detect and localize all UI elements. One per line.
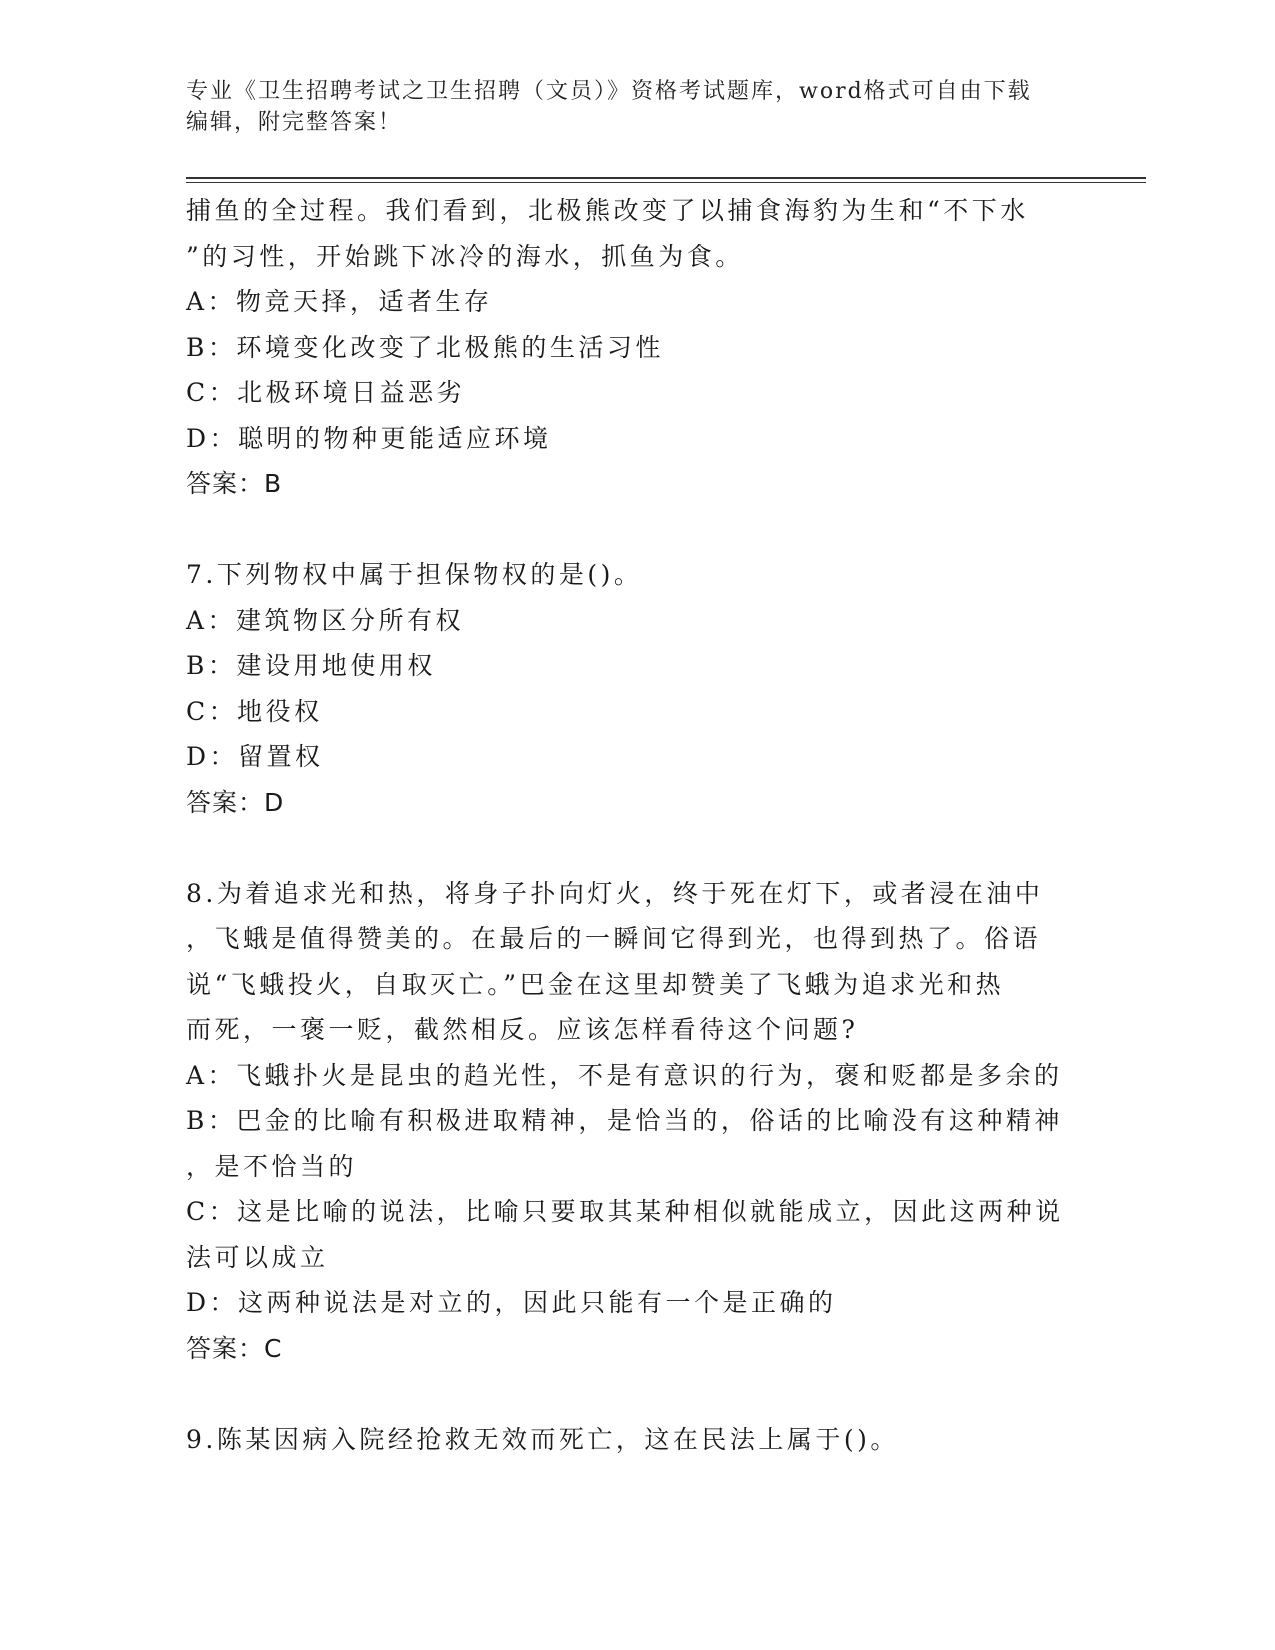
option-c-continued: 法可以成立 — [186, 1242, 329, 1272]
question-8 — [186, 871, 1096, 1372]
option-c: C：这是比喻的说法，比喻只要取其某种相似就能成立，因此这两种说 — [186, 1197, 1064, 1226]
option-a: A：建筑物区分所有权 — [186, 605, 465, 635]
option-b: B：建设用地使用权 — [186, 651, 436, 680]
spacer — [186, 1371, 1096, 1417]
document-header — [186, 76, 1086, 138]
option-b: B：巴金的比喻有积极进取精神，是恰当的，俗话的比喻没有这种精神 — [186, 1106, 1063, 1135]
question-7 — [186, 552, 1096, 825]
question-text-line: ”的习性，开始跳下冰冷的海水，抓鱼为食。 — [186, 241, 744, 271]
option-c: C：北极环境日益恶劣 — [186, 378, 466, 407]
question-6 — [186, 188, 1096, 507]
option-d: D：聪明的物种更能适应环境 — [186, 423, 552, 453]
option-d: D：这两种说法是对立的，因此只能有一个是正确的 — [186, 1288, 837, 1317]
answer-line: 答案：D — [186, 787, 285, 817]
option-b: B：环境变化改变了北极熊的生活习性 — [186, 332, 664, 362]
answer-line: 答案：B — [186, 469, 283, 498]
option-a: A：物竞天择，适者生存 — [186, 287, 493, 316]
question-text-line: 说“飞蛾投火，自取灭亡。”巴金在这里却赞美了飞蛾为追求光和热 — [186, 969, 1005, 999]
spacer — [186, 507, 1096, 553]
question-text-line: 9.陈某因病入院经抢救无效而死亡，这在民法上属于()。 — [186, 1424, 899, 1454]
question-text-line: 捕鱼的全过程。我们看到，北极熊改变了以捕食海豹为生和“不下水 — [186, 196, 1029, 225]
question-9 — [186, 1417, 1096, 1463]
question-text-line: 7.下列物权中属于担保物权的是()。 — [186, 560, 643, 589]
option-b-continued: ，是不恰当的 — [186, 1151, 358, 1181]
spacer — [186, 825, 1096, 871]
header-title-line-2: 编辑，附完整答案！ — [186, 110, 403, 135]
document-body — [186, 188, 1096, 1462]
question-text-line: ，飞蛾是值得赞美的。在最后的一瞬间它得到光，也得到热了。俗语 — [186, 924, 1042, 953]
option-d: D：留置权 — [186, 742, 324, 771]
option-a: A：飞蛾扑火是昆虫的趋光性，不是有意识的行为，褒和贬都是多余的 — [186, 1060, 1063, 1090]
option-c: C：地役权 — [186, 696, 323, 726]
question-text-line: 而死，一褒一贬，截然相反。应该怎样看待这个问题? — [186, 1015, 859, 1044]
header-divider-thick — [186, 177, 1146, 179]
header-divider-thin — [186, 182, 1146, 183]
header-title-line-1: 专业《卫生招聘考试之卫生招聘（文员）》资格考试题库，word格式可自由下载 — [186, 79, 1032, 104]
question-text-line: 8.为着追求光和热，将身子扑向灯火，终于死在灯下，或者浸在油中 — [186, 878, 1044, 908]
answer-line: 答案：C — [186, 1333, 283, 1363]
